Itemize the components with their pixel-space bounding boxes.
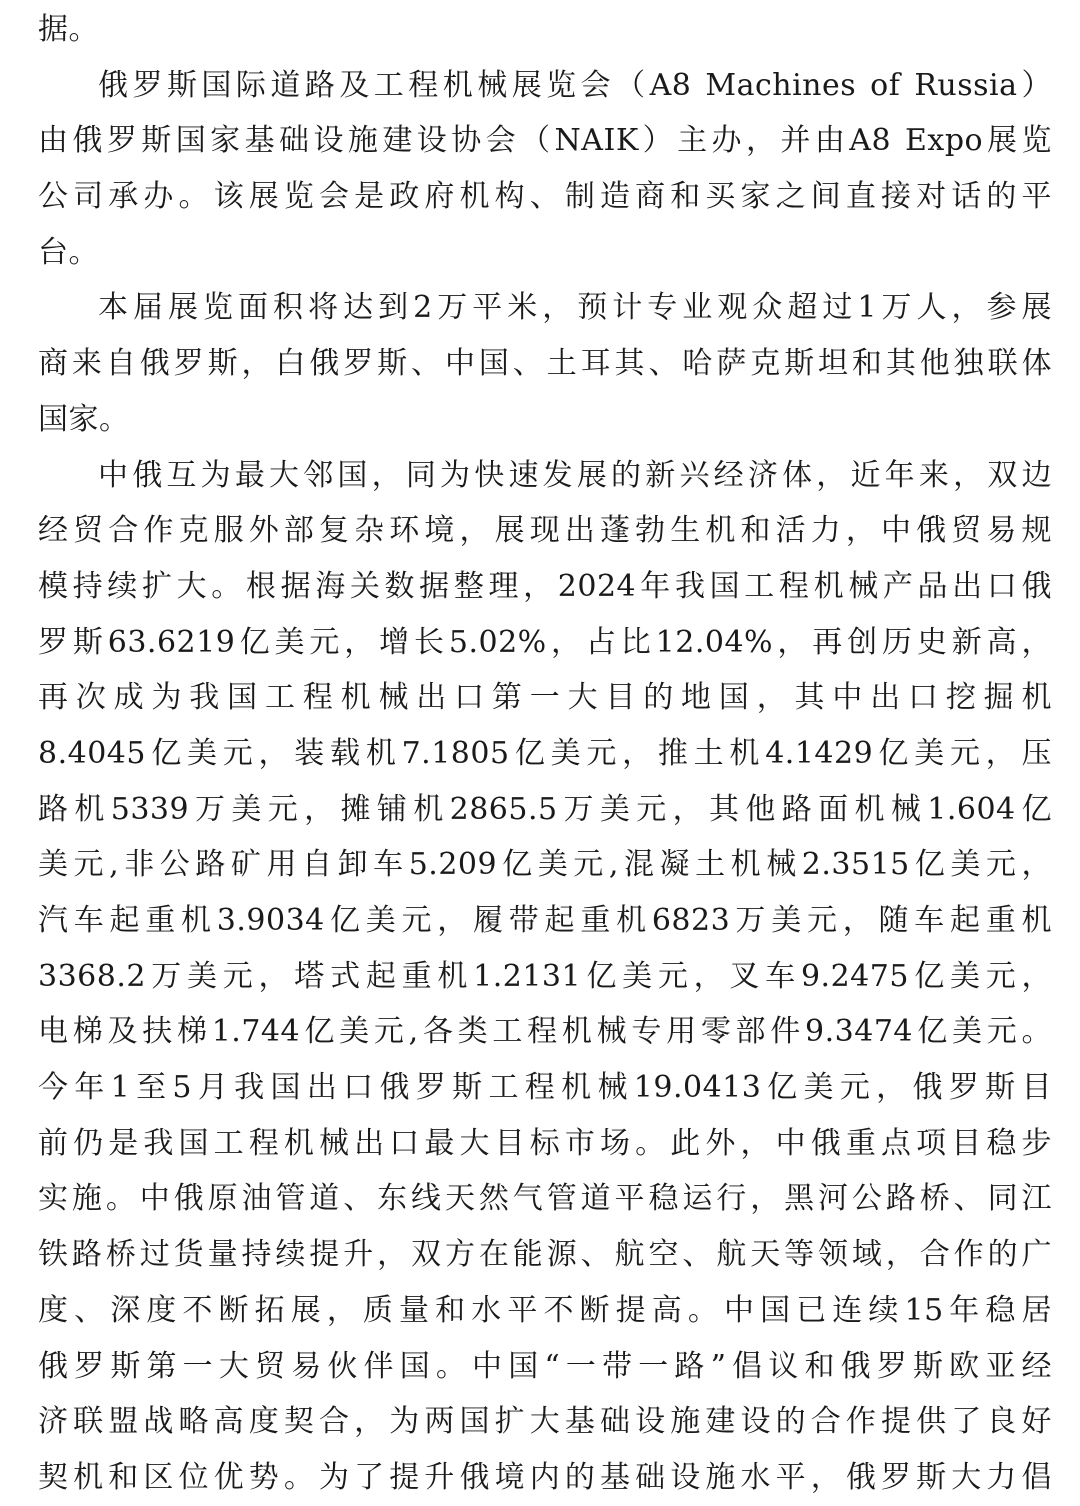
text-line: 济联盟战略高度契合，为两国扩大基础设施建设的合作提供了良好 — [38, 1404, 1052, 1440]
text-line: 中俄互为最大邻国，同为快速发展的新兴经济体，近年来，双边 — [98, 457, 1052, 493]
text-line: 罗斯63.6219亿美元，增长5.02%，占比12.04%，再创历史新高， — [38, 624, 1052, 660]
text-line: 再次成为我国工程机械出口第一大目的地国，其中出口挖掘机 — [38, 680, 1052, 716]
text-line: 俄罗斯第一大贸易伙伴国。中国“一带一路”倡议和俄罗斯欧亚经 — [38, 1348, 1052, 1384]
text-line: 电梯及扶梯1.744亿美元,各类工程机械专用零部件9.3474亿美元。 — [38, 1014, 1052, 1050]
text-line: 国家。 — [38, 401, 130, 437]
text-line: 路机5339万美元，摊铺机2865.5万美元，其他路面机械1.604亿 — [38, 791, 1052, 827]
text-line: 公司承办。该展览会是政府机构、制造商和买家之间直接对话的平 — [38, 179, 1052, 215]
text-line: 美元,非公路矿用自卸车5.209亿美元,混凝土机械2.3515亿美元， — [38, 847, 1052, 883]
text-line: 由俄罗斯国家基础设施建设协会（NAIK）主办，并由A8 Expo展览 — [38, 123, 1052, 159]
text-line: 铁路桥过货量持续提升，双方在能源、航空、航天等领域，合作的广 — [38, 1237, 1052, 1273]
text-line: 实施。中俄原油管道、东线天然气管道平稳运行，黑河公路桥、同江 — [38, 1181, 1052, 1217]
text-line: 经贸合作克服外部复杂环境，展现出蓬勃生机和活力，中俄贸易规 — [38, 513, 1052, 549]
text-line: 今年1至5月我国出口俄罗斯工程机械19.0413亿美元，俄罗斯目 — [38, 1070, 1052, 1106]
text-line: 商来自俄罗斯，白俄罗斯、中国、土耳其、哈萨克斯坦和其他独联体 — [38, 346, 1052, 382]
text-line: 模持续扩大。根据海关数据整理，2024年我国工程机械产品出口俄 — [38, 568, 1052, 604]
text-line: 3368.2万美元，塔式起重机1.2131亿美元，叉车9.2475亿美元， — [38, 958, 1052, 994]
text-line: 8.4045亿美元，装载机7.1805亿美元，推土机4.1429亿美元，压 — [38, 735, 1052, 771]
text-line: 本届展览面积将达到2万平米，预计专业观众超过1万人，参展 — [98, 290, 1052, 326]
text-line: 契机和区位优势。为了提升俄境内的基础设施水平，俄罗斯大力倡 — [38, 1459, 1052, 1495]
text-line: 前仍是我国工程机械出口最大目标市场。此外，中俄重点项目稳步 — [38, 1125, 1052, 1161]
text-line: 台。 — [38, 234, 99, 270]
document-page — [38, 0, 1052, 1506]
text-line: 俄罗斯国际道路及工程机械展览会（A8 Machines of Russia） — [98, 67, 1052, 103]
text-line: 汽车起重机3.9034亿美元，履带起重机6823万美元，随车起重机 — [38, 903, 1052, 938]
text-line: 据。 — [38, 12, 99, 47]
text-line: 度、深度不断拓展，质量和水平不断提高。中国已连续15年稳居 — [38, 1292, 1052, 1328]
